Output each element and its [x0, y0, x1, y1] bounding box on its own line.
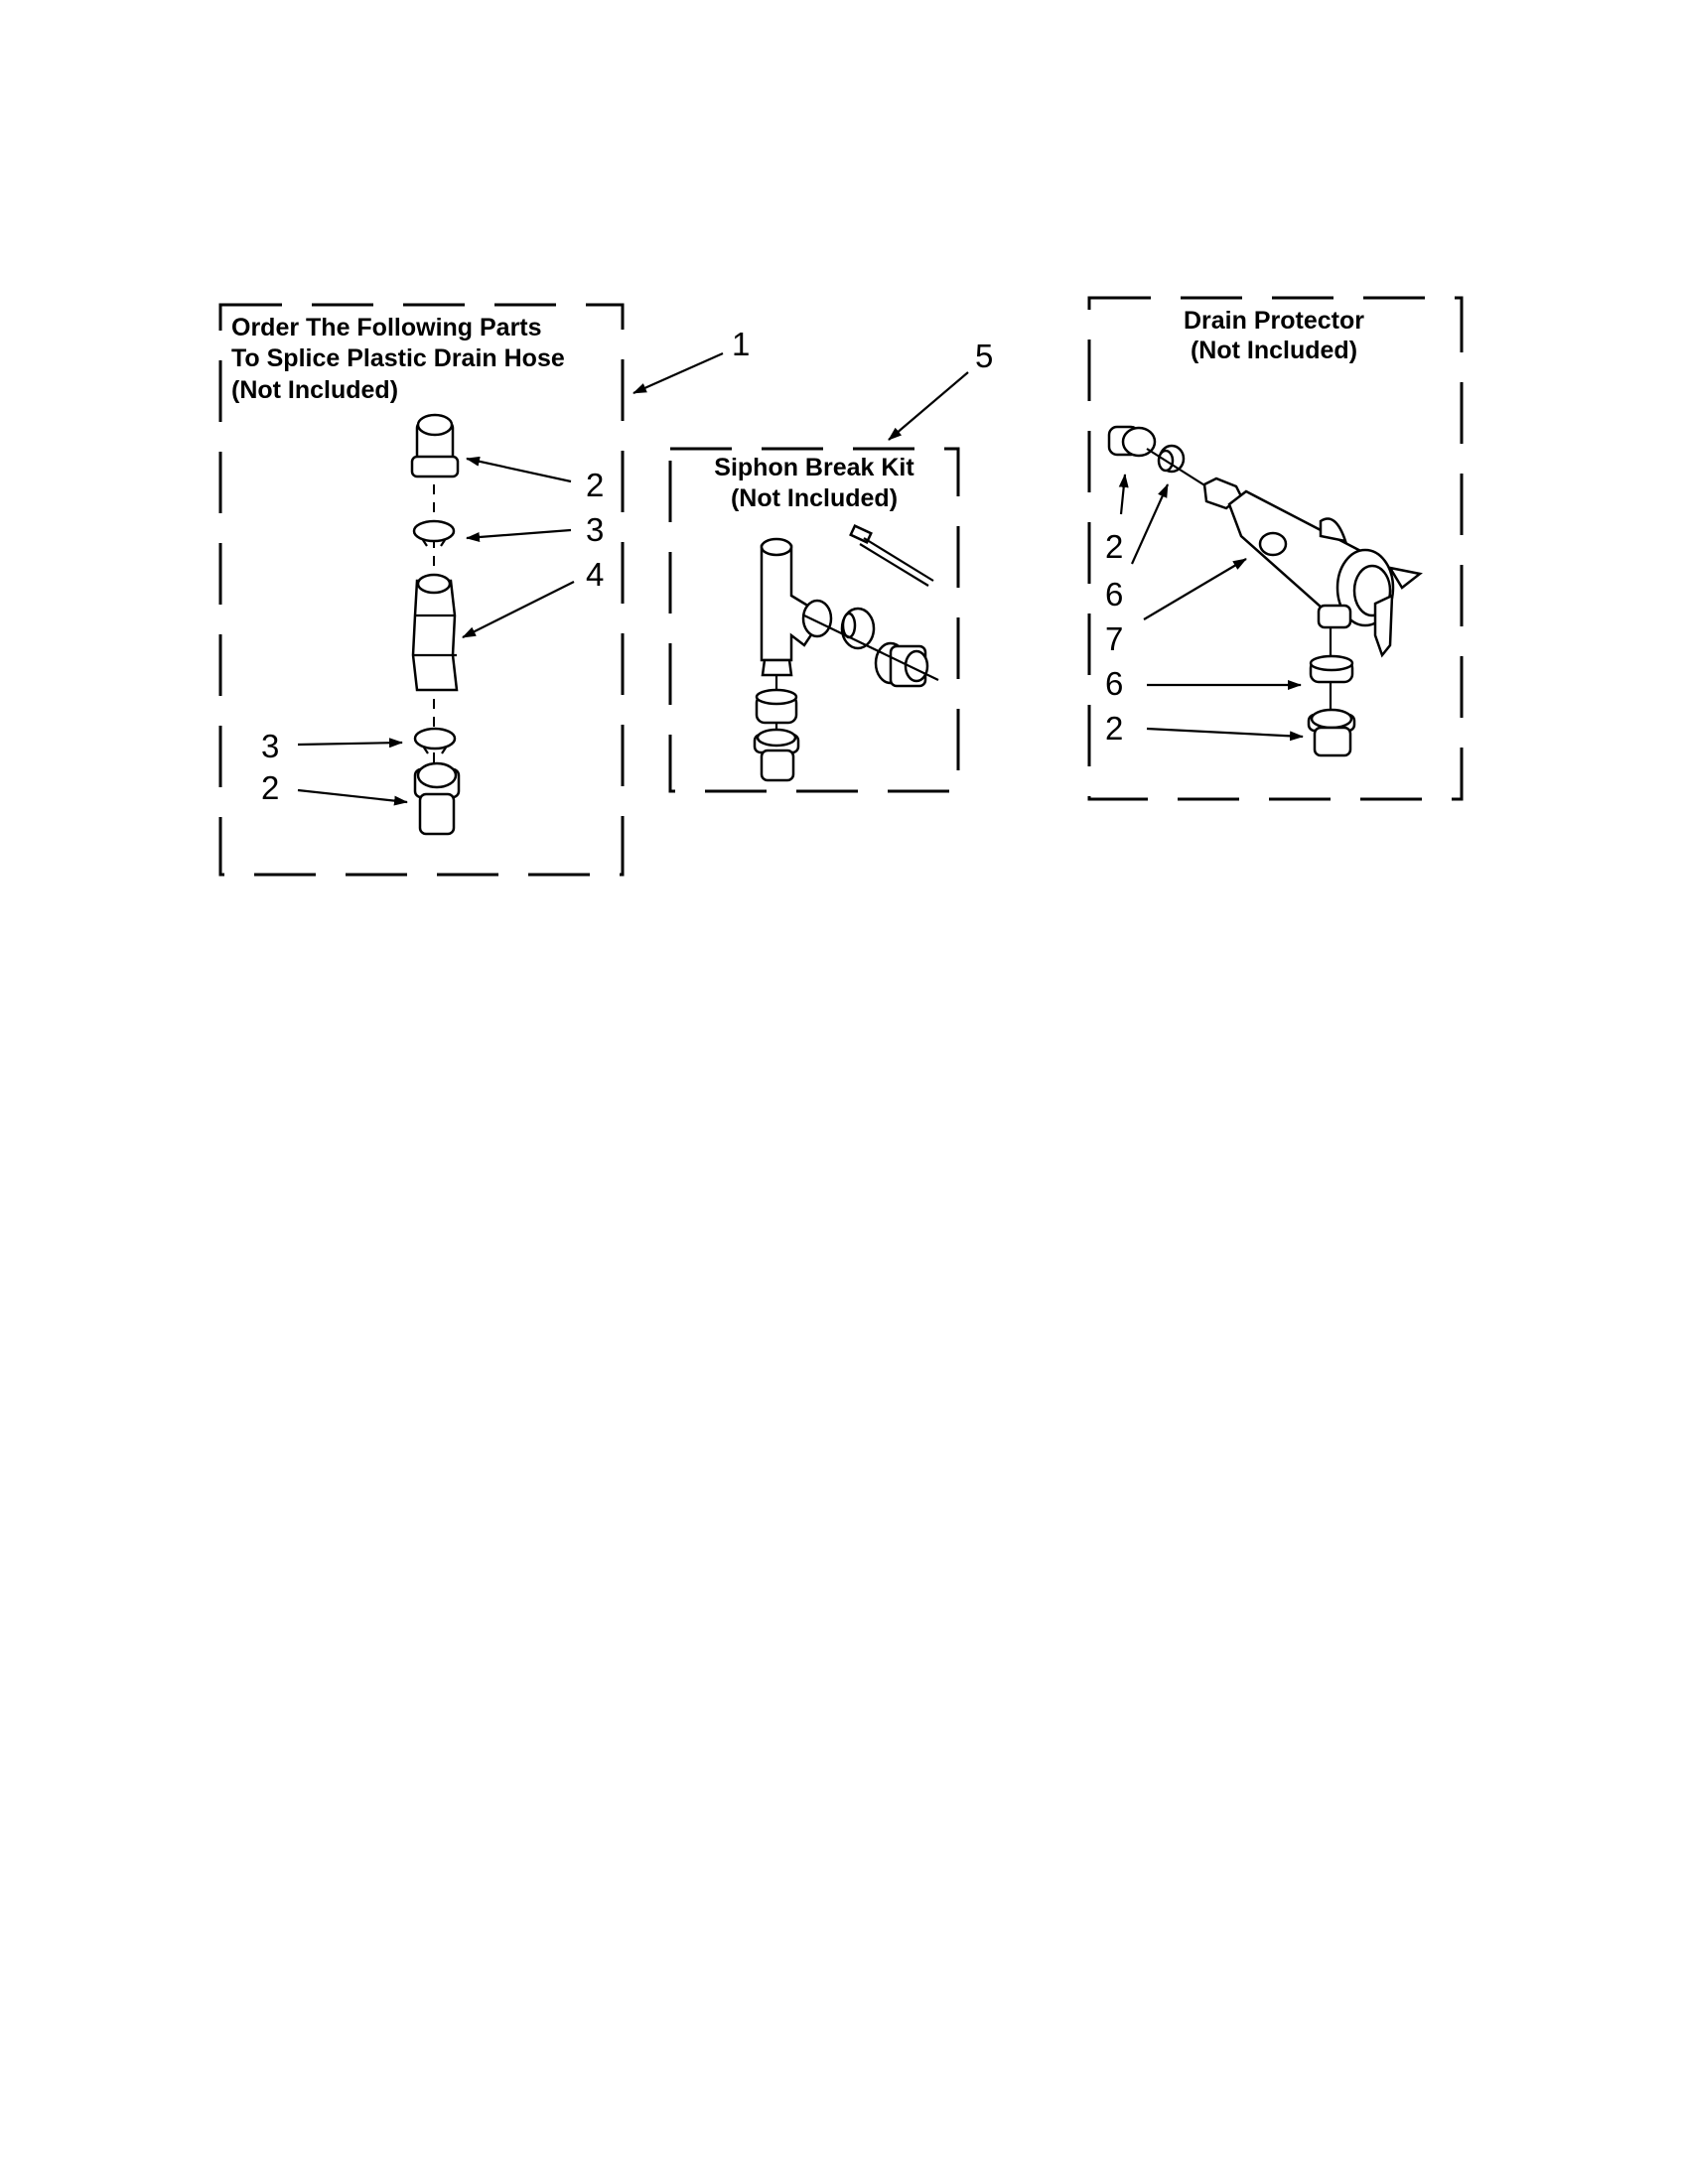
- callout-2-lower: 2: [1105, 710, 1124, 747]
- callout-3-top: 3: [586, 511, 605, 548]
- hose-clamp-bottom-icon: [415, 729, 455, 753]
- callout-4: 4: [586, 556, 605, 593]
- callout-6-lower: 6: [1105, 665, 1124, 702]
- splice-kit-title-line2: To Splice Plastic Drain Hose: [231, 344, 565, 372]
- callout-2-upper: 2: [1105, 528, 1124, 565]
- cable-tie-icon: [851, 526, 933, 586]
- drain-protector-title-line1: Drain Protector: [1184, 307, 1364, 335]
- bottom-adapter-icon: [755, 730, 798, 780]
- upper-connector-icon: [1109, 427, 1155, 456]
- bottom-clamp-icon: [757, 690, 796, 723]
- callout-3-top-arrow: [467, 530, 571, 538]
- tee-fitting-icon: [762, 539, 831, 675]
- callout-2-bottom: 2: [261, 769, 280, 806]
- callout-5: 5: [975, 338, 994, 374]
- callout-2-bottom-arrow: [298, 790, 407, 802]
- callout-2-top-arrow: [467, 459, 571, 481]
- callout-6-upper: 6: [1105, 576, 1124, 613]
- siphon-break-kit-group: [670, 338, 993, 791]
- callout-7: 7: [1105, 620, 1124, 657]
- callout-5-arrow: [889, 372, 968, 440]
- lower-connector-icon: [1309, 710, 1354, 755]
- splice-kit-title-line3: (Not Included): [231, 376, 399, 404]
- hose-clamp-top-icon: [414, 521, 454, 546]
- hose-connector-bottom-icon: [415, 763, 459, 834]
- siphon-kit-title-line2: (Not Included): [730, 484, 899, 512]
- lower-clamp-icon: [1311, 656, 1352, 682]
- drain-protector-group: [1089, 298, 1462, 799]
- callout-3-bottom: 3: [261, 728, 280, 764]
- callout-1-arrow: [633, 353, 723, 393]
- siphon-kit-title-line1: Siphon Break Kit: [714, 454, 914, 481]
- drain-protector-valve-icon: [1204, 478, 1420, 655]
- callout-6-upper-arrow: [1132, 484, 1168, 564]
- callout-2-upper-arrow: [1121, 475, 1125, 514]
- hose-connector-top-icon: [412, 415, 458, 477]
- callout-1: 1: [732, 326, 751, 362]
- callout-4-arrow: [463, 582, 574, 637]
- callout-2-top: 2: [586, 467, 605, 503]
- callout-2-lower-arrow: [1147, 729, 1303, 737]
- callout-7-arrow: [1144, 559, 1246, 619]
- drain-protector-title-line2: (Not Included): [1190, 337, 1358, 364]
- callout-3-bottom-arrow: [298, 743, 402, 745]
- splice-kit-title-line1: Order The Following Parts: [231, 314, 542, 341]
- barbed-coupler-icon: [413, 575, 457, 690]
